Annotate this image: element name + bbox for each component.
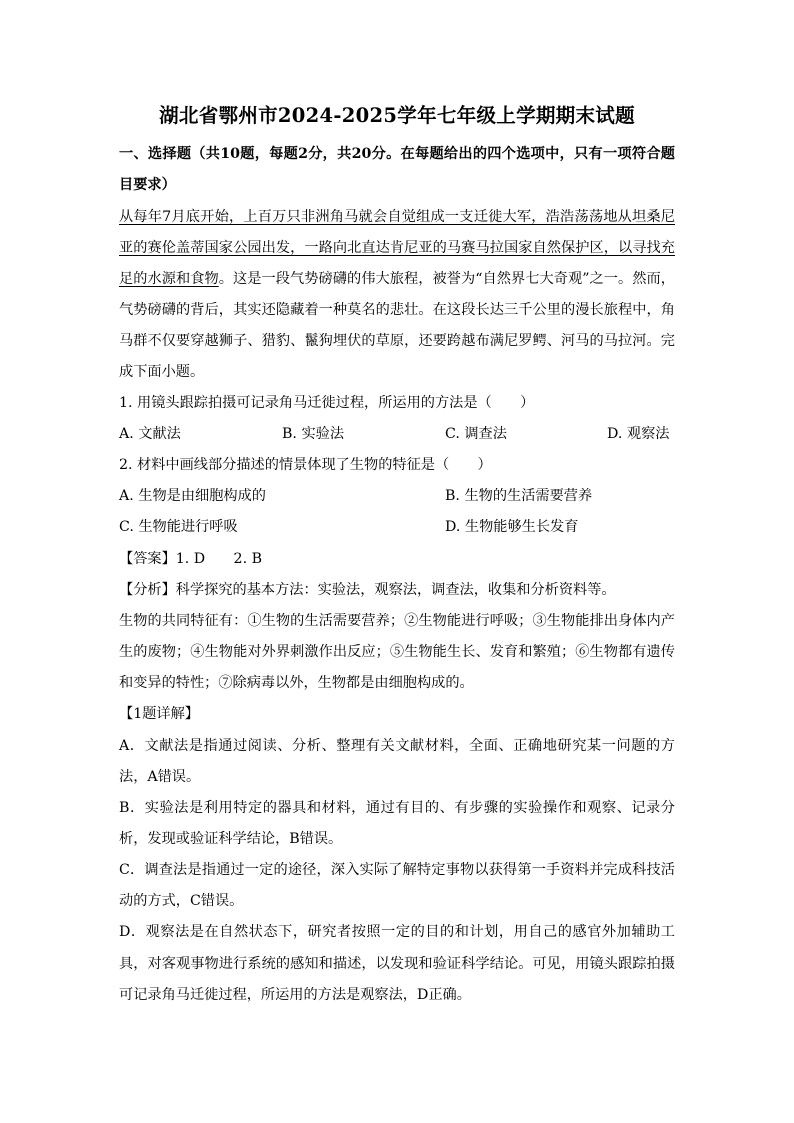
question-2-option-a: A. 生物是由细胞构成的 (119, 488, 266, 504)
exam-title: 湖北省鄂州市2024-2025学年七年级上学期期末试题 (159, 104, 635, 127)
underlined-text: 亚的赛伦盖蒂国家公园出发，一路向北直达肯尼亚的马赛马拉国家自然保护区，以寻找充 (119, 240, 675, 256)
section-header-line-1: 一、选择题（共10题，每题2分，共20分。在每题给出的四个选项中，只有一项符合题 (119, 146, 675, 162)
detail-line-3: B．实验法是利用特定的器具和材料，通过有目的、有步骤的实验操作和观察、记录分 (119, 800, 675, 816)
question-1-option-c: C. 调查法 (445, 426, 507, 442)
question-1-option-a: A. 文献法 (119, 426, 181, 442)
question-2-option-c: C. 生物能进行呼吸 (119, 519, 238, 535)
passage-line-6: 成下面小题。 (119, 364, 205, 380)
analysis-line-3: 生的废物；④生物能对外界刺激作出反应；⑤生物能生长、发育和繁殖；⑥生物都有遗传 (119, 644, 675, 660)
detail-line-1: A．文献法是指通过阅读、分析、整理有关文献材料，全面、正确地研究某一问题的方 (119, 738, 675, 754)
question-2-stem: 2. 材料中画线部分描述的情景体现了生物的特征是（ ） (119, 457, 492, 473)
underlined-text: 足的水源和食物 (119, 271, 219, 287)
passage-line-4: 气势磅礴的背后，其实还隐藏着一种莫名的悲壮。在这段长达三千公里的漫长旅程中，角 (119, 302, 675, 318)
detail-line-6: 动的方式，C错误。 (119, 893, 244, 909)
answer-line: 【答案】1. D 2. B (119, 551, 263, 567)
analysis-line-4: 和变异的特性；⑦除病毒以外，生物都是由细胞构成的。 (119, 675, 474, 691)
question-2-option-d: D. 生物能够生长发育 (445, 519, 579, 535)
detail-line-8: 具，对客观事物进行系统的感知和描述，以发现和验证科学结论。可见，用镜头跟踪拍摄 (119, 956, 675, 972)
passage-line-3 (119, 269, 675, 289)
analysis-line-2: 生物的共同特征有：①生物的生活需要营养；②生物能进行呼吸；③生物能排出身体内产 (119, 613, 675, 629)
passage-text: 。这是一段气势磅礴的伟大旅程，被誉为“自然界七大奇观”之一。然而， (218, 271, 675, 287)
detail-line-4: 析，发现或验证科学结论，B错误。 (119, 831, 343, 847)
detail-line-7: D．观察法是在自然状态下，研究者按照一定的目的和计划，用自己的感官外加辅助工 (119, 924, 675, 940)
section-header-line-2: 目要求） (119, 177, 176, 193)
detail-line-2: 法，A错误。 (119, 769, 201, 785)
underlined-text: 从每年7月底开始，上百万只非洲角马就会自觉组成一支迁徙大军，浩浩荡荡地从坦桑尼 (119, 209, 675, 225)
passage-line-5: 马群不仅要穿越狮子、猎豹、鬣狗埋伏的草原，还要跨越布满尼罗鳄、河马的马拉河。完 (119, 333, 675, 349)
passage-line-1 (119, 207, 675, 227)
detail-header: 【1题详解】 (119, 706, 199, 722)
detail-line-9: 可记录角马迁徙过程，所运用的方法是观察法，D正确。 (119, 987, 471, 1003)
question-1-option-b: B. 实验法 (282, 426, 345, 442)
analysis-line-1: 【分析】科学探究的基本方法：实验法，观察法，调查法，收集和分析资料等。 (119, 582, 616, 598)
detail-line-5: C．调查法是指通过一定的途径，深入实际了解特定事物以获得第一手资料并完成科技活 (119, 862, 675, 878)
question-1-option-d: D. 观察法 (607, 426, 670, 442)
question-2-option-b: B. 生物的生活需要营养 (445, 488, 593, 504)
question-1-stem: 1. 用镜头跟踪拍摄可记录角马迁徙过程，所运用的方法是（ ） (119, 395, 535, 411)
passage-line-2 (119, 238, 675, 258)
